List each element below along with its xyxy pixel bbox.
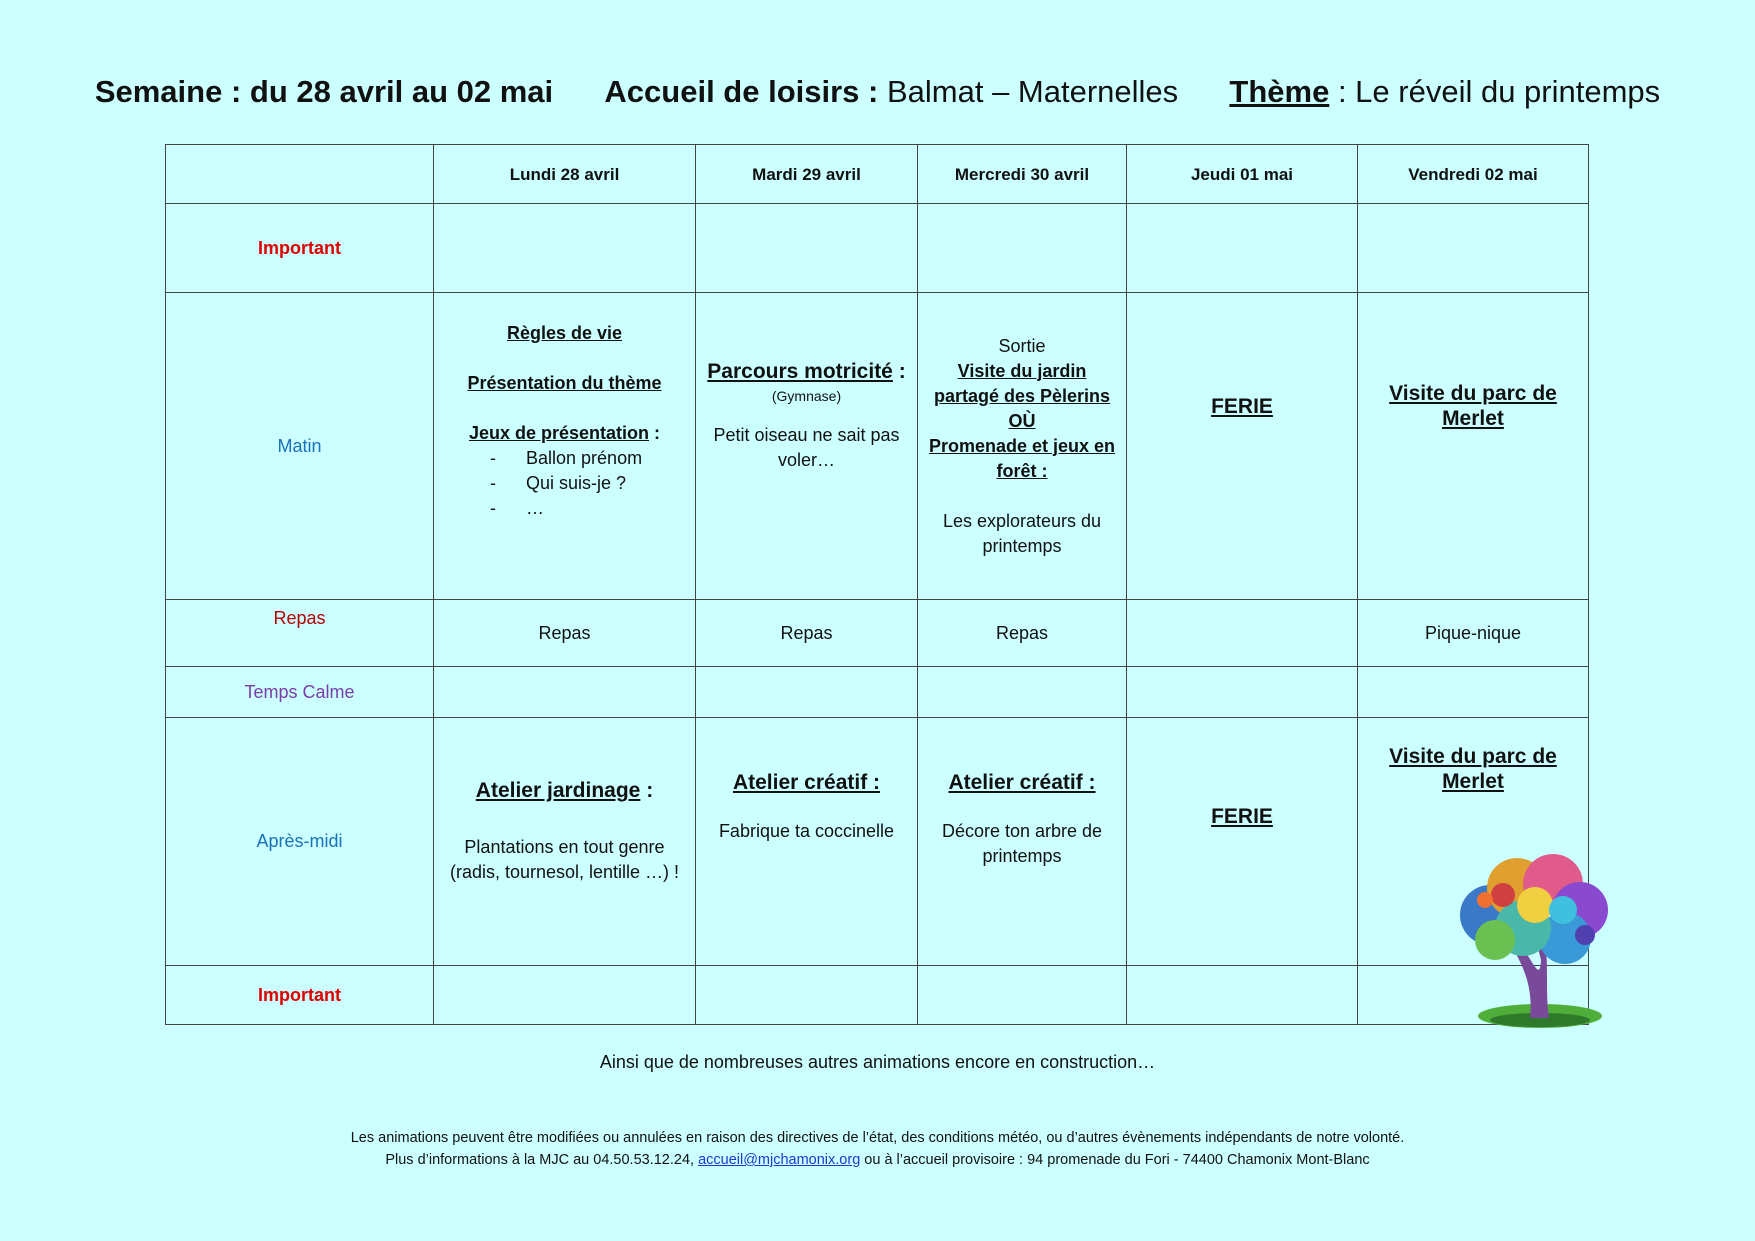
visite-jardin: Visite du jardin partagé des Pèlerins — [933, 360, 1111, 406]
activity-desc: Petit oiseau ne sait pas voler… — [713, 425, 900, 470]
activity-desc: Fabrique ta coccinelle — [718, 820, 895, 841]
footer-info-prefix: Plus d’informations à la MJC au 04.50.53.12.24, — [385, 1152, 699, 1168]
cell-aprem-mardi — [696, 718, 918, 966]
cell-important2-lundi — [434, 966, 696, 1025]
row-label-matin: Matin — [166, 293, 434, 600]
page-header — [0, 74, 1755, 110]
accueil-value: Balmat – Maternelles — [886, 74, 1179, 109]
activity-desc: Décore ton arbre de printemps — [941, 820, 1103, 866]
list-item: - … — [440, 496, 689, 521]
cell-aprem-mercredi — [918, 718, 1127, 966]
jeux-presentation: Jeux de présentation — [468, 423, 650, 443]
regles-de-vie: Règles de vie — [506, 323, 623, 343]
activity-desc: Les explorateurs du printemps — [942, 510, 1102, 556]
weekly-schedule-table — [165, 144, 1589, 1025]
cell-important2-jeudi — [1127, 966, 1358, 1025]
day-header-mardi: Mardi 29 avril — [696, 145, 918, 204]
visite-parc-merlet: Visite du parc de Merlet — [1389, 382, 1557, 430]
cell-repas-vendredi: Pique-nique — [1358, 600, 1589, 667]
colorful-tree-icon — [1445, 840, 1625, 1036]
row-label-temps-calme: Temps Calme — [166, 667, 434, 718]
cell-aprem-jeudi — [1127, 718, 1358, 966]
activity-desc: Plantations en tout genre (radis, tournesol, lentille …) ! — [449, 837, 680, 882]
footer-disclaimer: Les animations peuvent être modifiées ou annulées en raison des directives de l’état, des conditions météo, ou d’autres évènements indépendants de notre volonté. — [350, 1130, 1405, 1146]
day-header-mercredi: Mercredi 30 avril — [918, 145, 1127, 204]
gymnase-note: (Gymnase) — [771, 388, 842, 404]
cell-repas-mardi: Repas — [696, 600, 918, 667]
cell-important-mercredi — [918, 204, 1127, 293]
promenade-jeux: Promenade et jeux en forêt : — [928, 435, 1116, 481]
table-row-temps-calme — [166, 667, 1589, 718]
cell-matin-lundi: Règles de vie Présentation du thème Jeux de présentation : - Ballon prénom - Qui suis-je ? - … — [434, 293, 696, 600]
cell-repas-lundi: Repas — [434, 600, 696, 667]
cell-matin-jeudi — [1127, 293, 1358, 600]
cell-repas-mercredi: Repas — [918, 600, 1127, 667]
table-row-matin — [166, 293, 1589, 600]
day-header-jeudi: Jeudi 01 mai — [1127, 145, 1358, 204]
theme-value: : Le réveil du printemps — [1337, 74, 1661, 109]
list-item: - Ballon prénom — [440, 446, 689, 471]
ferie-label: FERIE — [1211, 394, 1273, 418]
day-header-lundi: Lundi 28 avril — [434, 145, 696, 204]
cell-repas-jeudi — [1127, 600, 1358, 667]
jeux-list — [440, 446, 689, 521]
cell-calme-jeudi — [1127, 667, 1358, 718]
atelier-jardinage: Atelier jardinage — [475, 779, 641, 802]
atelier-creatif: Atelier créatif : — [732, 770, 881, 794]
sortie-label: Sortie — [998, 335, 1046, 356]
table-row-apres-midi — [166, 718, 1589, 966]
row-label-important-bottom: Important — [166, 966, 434, 1025]
ou-label: OÙ — [1008, 410, 1036, 431]
theme-label: Thème — [1229, 74, 1330, 109]
cell-important-vendredi — [1358, 204, 1589, 293]
row-label-important-top: Important — [166, 204, 434, 293]
cell-important-mardi — [696, 204, 918, 293]
visite-parc-merlet: Visite du parc de Merlet — [1389, 745, 1557, 793]
cell-calme-lundi — [434, 667, 696, 718]
cell-important-jeudi — [1127, 204, 1358, 293]
cell-important2-mercredi — [918, 966, 1127, 1025]
corner-cell — [166, 145, 434, 204]
cell-matin-mardi: Parcours motricité : (Gymnase) Petit oiseau ne sait pas voler… — [696, 293, 918, 600]
list-item: - Qui suis-je ? — [440, 471, 689, 496]
footer-info-suffix: ou à l’accueil provisoire : 94 promenade du Fori - 74400 Chamonix Mont-Blanc — [860, 1152, 1370, 1168]
table-row-important-bottom — [166, 966, 1589, 1025]
cell-aprem-lundi: Atelier jardinage : Plantations en tout genre (radis, tournesol, lentille …) ! — [434, 718, 696, 966]
day-header-vendredi: Vendredi 02 mai — [1358, 145, 1589, 204]
footer-note: Ainsi que de nombreuses autres animations encore en construction… — [599, 1052, 1156, 1072]
table-row-repas — [166, 600, 1589, 667]
footer-info — [0, 1127, 1755, 1171]
presentation-theme: Présentation du thème — [467, 373, 662, 393]
table-row-important-top — [166, 204, 1589, 293]
cell-calme-mardi — [696, 667, 918, 718]
table-header-row — [166, 145, 1589, 204]
cell-important2-mardi — [696, 966, 918, 1025]
cell-matin-vendredi — [1358, 293, 1589, 600]
row-label-apres-midi: Après-midi — [166, 718, 434, 966]
cell-matin-mercredi — [918, 293, 1127, 600]
cell-calme-mercredi — [918, 667, 1127, 718]
row-label-repas: Repas — [166, 600, 434, 667]
cell-calme-vendredi — [1358, 667, 1589, 718]
ferie-label: FERIE — [1211, 805, 1273, 828]
accueil-label: Accueil de loisirs : — [604, 74, 879, 109]
cell-important-lundi — [434, 204, 696, 293]
week-title: Semaine : du 28 avril au 02 mai — [94, 74, 554, 109]
email-link[interactable]: accueil@mjchamonix.org — [698, 1152, 861, 1168]
parcours-motricite: Parcours motricité — [707, 360, 893, 383]
atelier-creatif: Atelier créatif : — [948, 770, 1096, 794]
